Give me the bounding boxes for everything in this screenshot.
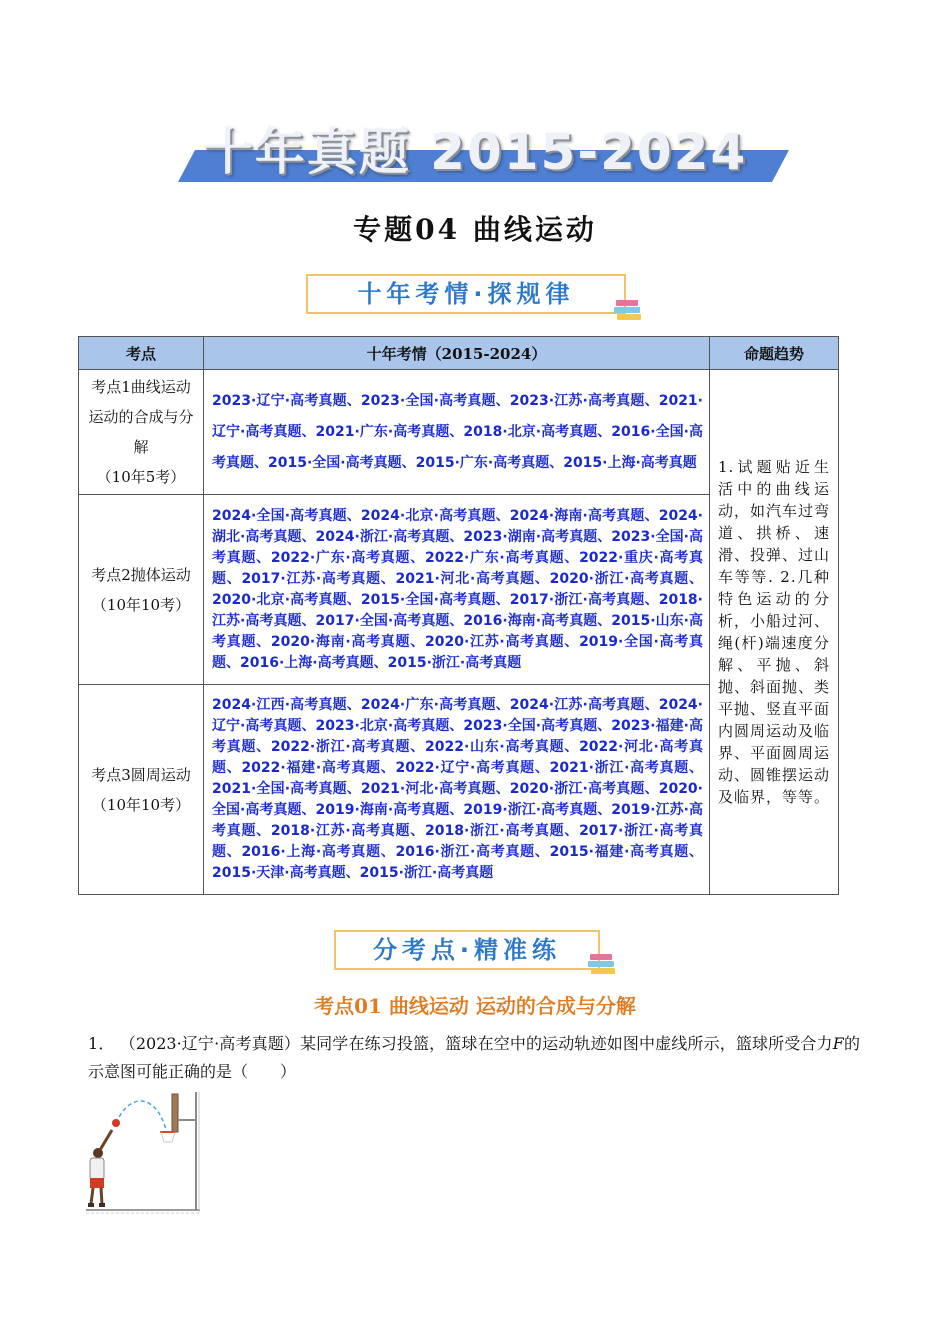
kp-title: 考点1曲线运动 运动的合成与分解 [88,378,194,456]
kp-count: （10年10考） [91,795,191,814]
exam-analysis-table [78,336,839,895]
banner-title: 十年真题 2015-2024 [202,123,748,181]
page-subtitle: 专题04 曲线运动 [353,213,597,246]
header-point: 考点 [79,337,204,370]
kp-count: （10年5考） [96,468,186,486]
question-text: 某同学在练习投篮，篮球在空中的运动轨迹如图中虚线所示，篮球所受合力 [300,1034,833,1053]
kp-title: 考点3圆周运动 [91,765,191,784]
title-banner [178,112,772,184]
section-label-practice [334,930,600,970]
header-trend: 命题趋势 [710,337,839,370]
kp-cell [79,370,204,495]
kp-heading: 考点01 曲线运动 运动的合成与分解 [314,994,636,1018]
basketball-illustration [86,1090,202,1216]
header-history: 十年考情（2015-2024） [204,337,710,370]
section-label-practice-text: 分考点·精准练 [372,936,562,964]
kp-cell [79,685,204,895]
table-header-row [79,337,839,370]
trend-cell: 1.试题贴近生活中的曲线运动，如汽车过弯道、拱桥、速滑、投弹、过山车等等. 2.几种特色运动的分析，小船过河、绳(杆)端速度分解、平抛、斜抛、斜面抛、类平抛、竖直平面内圆周运动及临界、平面圆周运动、圆锥摆运动及临界，等等。 [710,370,839,895]
question-number: 1． [88,1034,115,1053]
question-source: （2023·辽宁·高考真题） [119,1034,301,1053]
books-icon [588,954,618,976]
kp-title: 考点2抛体运动 [91,565,191,584]
section-label-trends [306,274,626,314]
kp-cell [79,495,204,685]
basketball-figure [86,1090,202,1216]
exam-list: 2024·全国·高考真题、2024·北京·高考真题、2024·海南·高考真题、2024·湖北·高考真题、2024·浙江·高考真题、2023·湖南·高考真题、2023·全国·高考真题、2022·广东·高考真题、2022·广东·高考真题、2022·重庆·高考真题、2017·江苏·高考真题、2021·河北·高考真题、2020·浙江·高考真题、2020·北京·高考真题、2015·全国·高考真题、2017·浙江·高考真题、2018·江苏·高考真题、2017·全国·高考真题、2016·海南·高考真题、2015·山东·高考真题、2020·海南·高考真题、2020·江苏·高考真题、2019·全国·高考真题、2016·上海·高考真题、2015·浙江·高考真题 [204,495,710,685]
books-icon [614,300,644,322]
table-row [79,370,839,495]
exam-list: 2024·江西·高考真题、2024·广东·高考真题、2024·江苏·高考真题、2024·辽宁·高考真题、2023·北京·高考真题、2023·全国·高考真题、2023·福建·高考真题、2022·浙江·高考真题、2022·山东·高考真题、2022·河北·高考真题、2022·福建·高考真题、2022·辽宁·高考真题、2021·浙江·高考真题、2021·全国·高考真题、2021·河北·高考真题、2020·浙江·高考真题、2020·全国·高考真题、2019·海南·高考真题、2019·浙江·高考真题、2019·江苏·高考真题、2018·江苏·高考真题、2018·浙江·高考真题、2017·浙江·高考真题、2016·上海·高考真题、2016·浙江·高考真题、2015·福建·高考真题、2015·天津·高考真题、2015·浙江·高考真题 [204,685,710,895]
question-1 [88,1030,860,1086]
section-label-trends-text: 十年考情·探规律 [357,280,575,308]
exam-list: 2023·辽宁·高考真题、2023·全国·高考真题、2023·江苏·高考真题、2021·辽宁·高考真题、2021·广东·高考真题、2018·北京·高考真题、2016·全国·高考真题、2015·全国·高考真题、2015·广东·高考真题、2015·上海·高考真题 [204,370,710,495]
kp-count: （10年10考） [91,595,191,614]
question-text-end: 的示意图可能正确的是（ ） [88,1034,860,1081]
force-variable: F [832,1034,844,1053]
